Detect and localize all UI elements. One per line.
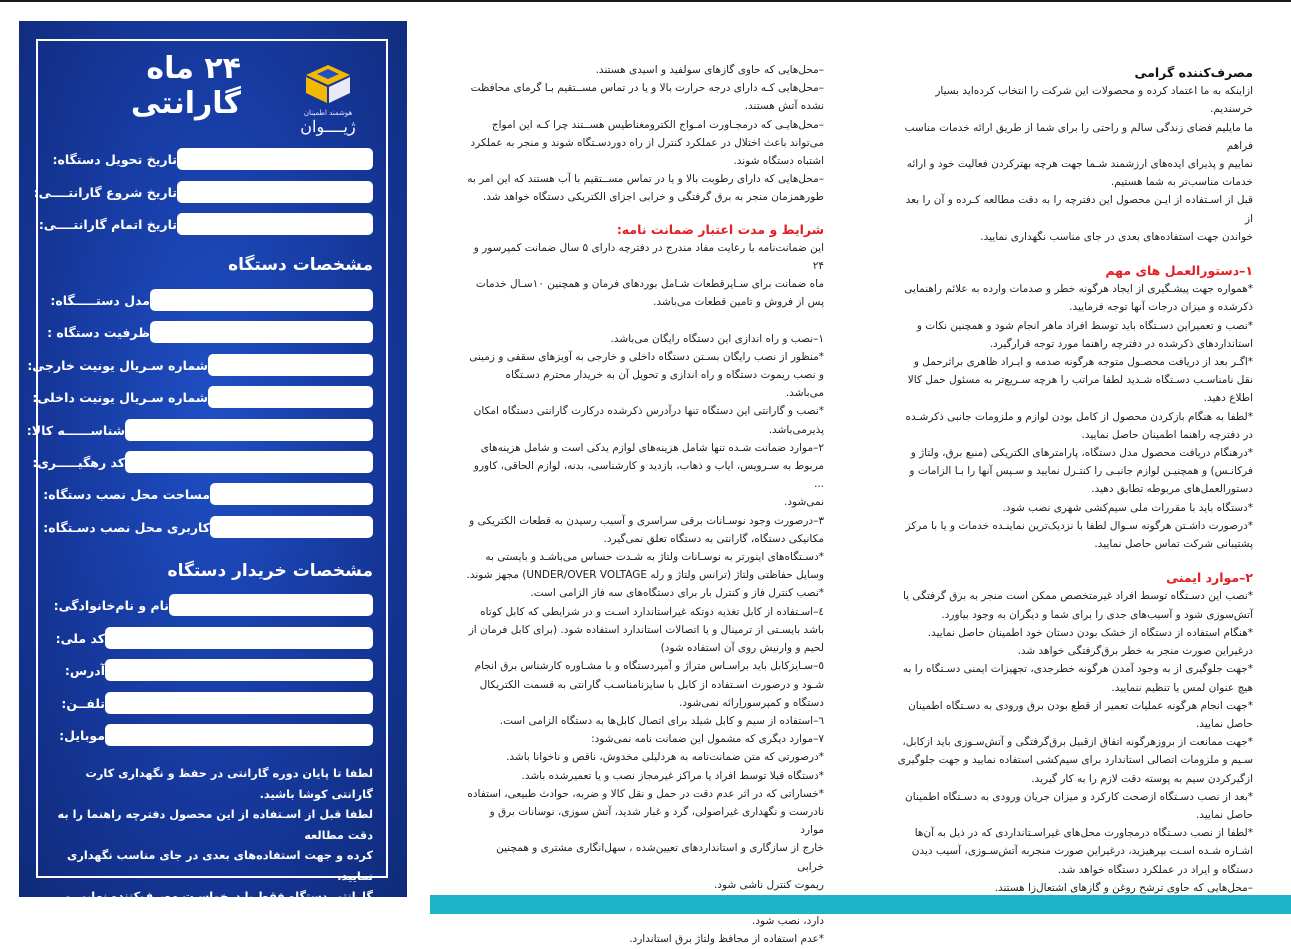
greeting-heading: مصرف‌کننده گرامی (1134, 65, 1253, 80)
logo-brand-name: ژیــــوان (300, 117, 356, 136)
field-buyer-name (48, 594, 373, 616)
text-line: ٦–استفاده از سیم و کابل شیلد برای اتصال کابل‌ها به دستگاه الزامی است. (499, 714, 824, 727)
text-line: *لطفا از نصب دسـتگاه درمجاورت محل‌های غیراسـتانداردی که در ذیل به آن‌ها (914, 827, 1253, 840)
text-line: *جهت جلوگیری از به وجود آمدن هرگونه خطرجدی، تجهیزات ایمنی دسـتگاه را به (902, 663, 1253, 676)
text-line: لحیم و وارنیش روی آن استفاده شود) (660, 642, 824, 655)
text-line: ریموت کنترل ناشی شود. (713, 878, 824, 891)
terms-column (466, 61, 824, 949)
field-label: شماره سـریال یونیت خارجی: (27, 357, 208, 373)
text-line: خارج از سازگاری و استانداردهای تعیین‌شده ، سهل‌انگاری مشتری و همچنین خرابی (496, 842, 824, 873)
field-label: کد ملی: (55, 630, 105, 646)
text-line: می‌تواند باعث اختلال در عملکرد کنترل از راه دوردسـتگاه شوند و منجر به عملکرد (470, 136, 824, 149)
text-line: *دستگاه قبلا توسط افراد یا مراکز غیرمجاز نصب و یا تعمیرشده باشد. (521, 769, 824, 782)
text-line: ازگیرکردن سیم به پوسته دقت لازم را به کار گیرید. (1031, 772, 1253, 785)
text-line: *عدم استفاده از محافظ ولتاژ برق استاندارد. (629, 933, 824, 946)
warranty-title: ۲۴ ماه گارانتی (130, 51, 241, 121)
text-line: فرکانـس) و همچنیـن لوازم جانبـی را کنتـرل نمایید و سـپس آنها را بـا الزامات و (909, 465, 1253, 478)
text-line: *نصب و گارانتی این دستگاه تنها درآدرس ذکرشده درکارت گارانتی دستگاه امکان (473, 405, 824, 418)
note-line: لطفا قبل از اسـتفاده از این محصول دفترچه راهنما را به دقت مطالعه (57, 808, 373, 842)
text-line: ٤–اسـتفاده از کابل تغذیه دوتکه غیراستاندارد اسـت و در شرایطی که کابل کوتاه (480, 605, 824, 618)
buyer-specs-title: مشخصات خریدار دستگاه (167, 561, 373, 581)
text-line: *درهنگام دریافت محصول مدل دستگاه، پارامترهای الکتریکی (منبع برق، ولتاژ و (910, 447, 1253, 460)
text-line: سـیم و ملزومات اتصالی استاندارد برای سیم‌کشی استفاده نمایید و جهت جلوگیری (897, 754, 1253, 767)
text-line: در دفترچه راهنما اطمینان حاصل نمایید. (1081, 428, 1253, 441)
text-line: ۱–نصب و راه اندازی این دستگاه رایگان می‌باشد. (610, 332, 824, 345)
field-label: تاریخ شروع گارانتــــی: (33, 184, 177, 200)
text-line: درغیراین صورت منجر به خطر برق‌گرفتگی خواهد شد. (1017, 645, 1253, 658)
note-line: لطفا تا پایان دوره گارانتی در حفظ و نگهداری کارت گارانتی کوشا باشید. (85, 767, 373, 801)
field-input-box[interactable] (177, 213, 373, 235)
text-line: این ضمانت‌نامه با رعایت مفاد مندرج در دفترچه دارای ۵ سال ضمانت کمپرسور و ۲۴ (473, 241, 824, 273)
text-line: آتش‌سوزی شود و آسیب‌های جدی را برای شما و دیگران به وجود بیاورد. (941, 608, 1253, 621)
text-line: ذکرشده و میزان درجات آنها توجه فرمایید. (1069, 301, 1253, 314)
cube-logo-icon (303, 63, 353, 105)
field-device-model (44, 289, 373, 311)
field-label: مدل دستـــــگاه: (50, 292, 150, 308)
text-line: شـود و درصورت اسـتفاده از کابل با سایزنامناسـب گارانتی به قسمت الکتریکال (479, 678, 824, 691)
field-address (59, 659, 373, 681)
field-input-box[interactable] (105, 659, 373, 681)
field-tracking-code (26, 451, 373, 473)
note-line: کرده و جهت استفاده‌های بعدی در جای مناسب نگهداری نمایید. (67, 849, 373, 883)
text-line: نقل نامناسـب دسـتگاه شـدید لطفا مراتب را هرچه سـریع‌تر به مسئول حمل کالا (907, 374, 1253, 387)
text-line: *خساراتی که در اثر عدم دقت در حمل و نقل کالا و ضربه، حوادث طبیعی، استفاده (467, 787, 824, 800)
note-line: گارانتی دستگاه فقط با درخواسـت مصرف‌کننده نهایی و پرداخت (64, 890, 373, 924)
important-instructions-heading: ۱–دستورالعمل های مهم (1105, 263, 1253, 279)
field-install-usage (37, 516, 373, 538)
field-input-box[interactable] (169, 594, 373, 616)
text-line: نماییم و پذیرای ایده‌های ارزشمند شـما جهت هرچه بهترکردن فعالیت خود و ارائه (906, 158, 1253, 171)
text-line: ٥–سـایزکابل باید براسـاس متراژ و آمپردستگاه و با مشـاوره کارشناس برق انجام (474, 660, 824, 673)
text-line: اطلاع دهید. (1203, 392, 1253, 405)
field-input-box[interactable] (105, 692, 373, 714)
field-delivery-date (46, 148, 373, 170)
warranty-card (19, 21, 407, 944)
text-line: *لطفا به هنگام بازکردن محصول از کامل بودن لوازم و ملزومات جانبی ذکرشـده (905, 410, 1253, 423)
text-line: و نصب ریموت دستگاه و راه اندازی و تحویل آن به خریدار محترم دسـتگاه می‌باشد. (505, 369, 824, 400)
field-label: تاریخ تحویل دستگاه: (52, 151, 177, 167)
field-input-box[interactable] (208, 354, 373, 376)
text-line: وسایل حفاظتی ولتاژ (ترانس ولتاژ و رله UNDER/OVER VOLTAGE) مجهز شوند. (466, 569, 824, 582)
text-line: پس از فروش و تامین قطعات می‌باشد. (653, 296, 824, 309)
field-label: تلفــن: (61, 695, 105, 711)
field-product-id (21, 419, 373, 441)
field-input-box[interactable] (210, 483, 373, 505)
text-line: پذیرمی‌باشد. (768, 423, 824, 436)
field-device-capacity (41, 321, 373, 343)
field-input-box[interactable] (208, 386, 373, 408)
text-line: اشـاره شـده اسـت بپرهیزید، درغیراین صورت منجربه آتش‌سـوزی، آسیب دیدن (911, 845, 1253, 858)
text-line: *درصورتی که متن ضمانت‌نامه به هردلیلی مخدوش، ناقص و ناخوانا باشد. (506, 751, 824, 764)
top-border-line (0, 0, 1291, 2)
field-label: شماره سـریال یونیت داخلی: (32, 389, 208, 405)
text-line: مکانیکی دستگاه، گارانتی به دستگاه تعلق نمی‌گیرد. (603, 532, 824, 545)
field-input-box[interactable] (150, 321, 373, 343)
field-input-box[interactable] (210, 516, 373, 538)
field-install-area (37, 483, 373, 505)
field-label: مساحت محل نصب دستگاه: (43, 486, 210, 502)
text-line: ۷–موارد دیگری که مشمول این ضمانت نامه نمی‌شود: (591, 733, 824, 746)
field-indoor-serial (26, 386, 373, 408)
text-line: ۳–درصورت وجود نوسـانات برقی سراسری و آسیب رسیدن به قطعات الکتریکی و (469, 514, 824, 527)
text-line: هیچ عنوان لمس یا تنظیم ننمایید. (1111, 681, 1253, 694)
field-input-box[interactable] (150, 289, 373, 311)
field-start-date (28, 181, 373, 203)
text-line: *دستگاه باید با مقررات ملی سیم‌کشی شهری نصب شود. (1002, 501, 1253, 514)
field-label: شناســــــه کالا: (26, 422, 125, 438)
text-line: دستورالعمل‌های مربوطه تطابق دهید. (1091, 483, 1253, 496)
text-line: حاصل نمایید. (1195, 717, 1253, 730)
text-line: ما مایلیم فضای زندگی سالم و راحتی را برای شما از طریق ارائه خدمات مناسب فراهم (904, 121, 1253, 152)
field-input-box[interactable] (177, 148, 373, 170)
text-line: *جهت انجام هرگونه عملیات تعمیر از قطع بودن برق ورودی به دسـتگاه اطمینان (908, 699, 1253, 712)
text-line: *جهت ممانعت از بروزهرگونه اتفاق ازقبیل برق‌گرفتگی و آتش‌سـوزی باید ازکابل، (902, 736, 1253, 749)
text-line: قبل از اسـتفاده از ایـن محصول این دفترچه را به دقت مطالعه کـرده و آن را بعد از (905, 194, 1253, 225)
text-line: دستگاه و کمپرسوراِرائه نمی‌شود. (679, 696, 824, 709)
text-line: –محل‌هایـی که درمجـاورت امـواج الکترومغناطیس هســتند چرا کـه این امواج (491, 118, 824, 131)
text-line: نادرست و نگهداری غیراصولی، گرد و غبار شدید، آتش سوزی، نوسانات برق و موارد (489, 805, 824, 837)
text-line: دارد، نصب شود. (752, 915, 824, 928)
text-line: *همواره جهت پیشـگیری از ایجاد هرگونه خطر و صدمات وارده به علائم راهنمایی (904, 283, 1253, 296)
text-line: *منظور از نصب رایگان بسـتن دستگاه داخلی و خارجی به آویزهای سقفی و زمینی (469, 350, 824, 363)
field-label: نام و نام‌خانوادگی: (53, 597, 169, 613)
device-specs-title: مشخصات دستگاه (228, 255, 373, 275)
text-line: –محل‌هایی که دارای رطوبت بالا و یا در تماس مســتقیم با آب هستند که این امر به (467, 173, 824, 186)
field-label: تاریخ اتمام گارانتــــی: (38, 216, 177, 232)
terms-heading: شرایط و مدت اعتبار ضمانت نامه: (616, 221, 824, 237)
field-label: موبایل: (59, 727, 105, 743)
field-input-box[interactable] (177, 181, 373, 203)
field-phone (55, 692, 373, 714)
text-line: ماه ضمانت برای سـایرقطعات شـامل بوردهای فرمان و همچنین ۱۰سـال خدمات (475, 278, 824, 291)
field-input-box[interactable] (125, 419, 373, 441)
text-line: *بعد از نصب دسـتگاه ازصحت کارکرد و میزان جریان ورودی به دسـتگاه اطمینان (905, 790, 1253, 803)
safety-heading: ۲–موارد ایمنی (1166, 570, 1253, 586)
logo-tagline: هوشمند اطمینان (303, 109, 353, 117)
text-line: ازاینکه به ما اعتماد کرده و محصولات این شرکت را انتخاب کرده‌اید بسیار خرسندیم. (935, 85, 1253, 116)
text-line: *دسـتگاه‌های اینورتر به نوسـانات ولتاژ به شـدت حساس می‌باشـد و بایستی به (485, 551, 824, 564)
field-input-box[interactable] (105, 724, 373, 746)
field-national-id (50, 627, 373, 649)
field-mobile (53, 724, 373, 746)
field-label: ظرفیت دستگاه : (47, 324, 150, 340)
text-line: خدمات مناسب‌تر به شما هستیم. (1110, 176, 1253, 189)
text-line: –محل‌هایی کـه دارای درجه حرارت بالا و یا در تماس مســتقیم بـا گرمای محافظت (470, 82, 824, 95)
text-line: حاصل نمایید. (1195, 808, 1253, 821)
field-label: کد رهگیـــــری: (32, 454, 125, 470)
text-line: *نصب این دسـتگاه توسط افراد غیرمتخصص ممکن است منجر به برق گرفتگی یا (902, 590, 1253, 603)
text-line: *درصورت داشـتن هرگونه سـوال لطفا با نزدیک‌ترین نماینـده خدمات و یا با مرکز (905, 519, 1253, 532)
text-line: ۲–موارد ضمانت شـده تنها شامل هزینه‌های لوازم یدکی است و شامل هزینه‌های (480, 441, 824, 454)
field-outdoor-serial (21, 354, 373, 376)
text-line: اشتباه دستگاه شوند. (733, 155, 824, 168)
field-label: کاربری محل نصب دسـتگاه: (43, 519, 210, 535)
field-input-box[interactable] (105, 627, 373, 649)
text-line: مربوط به سـرویس، ایاب و ذهاب، بازدید و کارشناسی، بدنه، لوازم الحاقی، کاورو ... (473, 460, 824, 491)
text-line: –محل‌هایی که حاوی گازهای سولفید و اسیدی هستند. (595, 64, 824, 76)
text-line: باشد بایسـتی از ترمینال و یا اتصالات استاندارد استفاده شود. (برای کابل فرمان از (468, 623, 824, 636)
text-line: نمی‌شود. (784, 496, 824, 509)
text-line: پشتیبانی شرکت تماس حاصل نمایید. (1094, 538, 1253, 551)
text-line: طورهمزمان منجر به برق گرفتگی و خرابی اجزای الکتریکی دستگاه خواهد شد. (482, 191, 824, 204)
text-line: *اگـر بعد از دریافت محصـول متوجه هرگونه صدمه و ایـراد ظاهری براثرحمل و (913, 356, 1253, 369)
text-line: *هنگام استفاده از دستگاه از خشک بودن دستان خود اطمینان حاصل نمایید. (927, 626, 1253, 639)
field-input-box[interactable] (125, 451, 373, 473)
text-line: *نصب و تعمیراین دسـتگاه باید توسط افراد ماهر انجام شود و همچنین نکات و (916, 319, 1253, 332)
text-line: –محل‌هایی که حاوی ترشح روغن و گازهای اشتعال‌زا هستند. (994, 881, 1253, 894)
field-label: آدرس: (64, 662, 105, 678)
text-line: نشده آتش هستند. (744, 100, 824, 113)
company-logo (288, 63, 368, 143)
card-footer-note (55, 764, 373, 949)
text-line: استانداردهای ذکرشده در دفترچه راهنما مورد توجه قرارگیرد. (989, 337, 1253, 350)
text-line: *نصب کنترل فاز و کنترل بار برای دستگاه‌های سه فاز الزامی است. (530, 587, 824, 600)
text-line: خواندن جهت استفاده‌های بعدی در جای مناسب نگهداری نمایید. (980, 230, 1253, 243)
bottom-accent-bar (430, 895, 1291, 914)
instructions-column (895, 64, 1253, 897)
text-line: دستگاه و ایراد در عملکرد دستگاه خواهد شد. (1057, 863, 1253, 876)
field-end-date (33, 213, 373, 235)
note-line: هزینه گارانتی فعال خواهد شد. (202, 931, 373, 944)
